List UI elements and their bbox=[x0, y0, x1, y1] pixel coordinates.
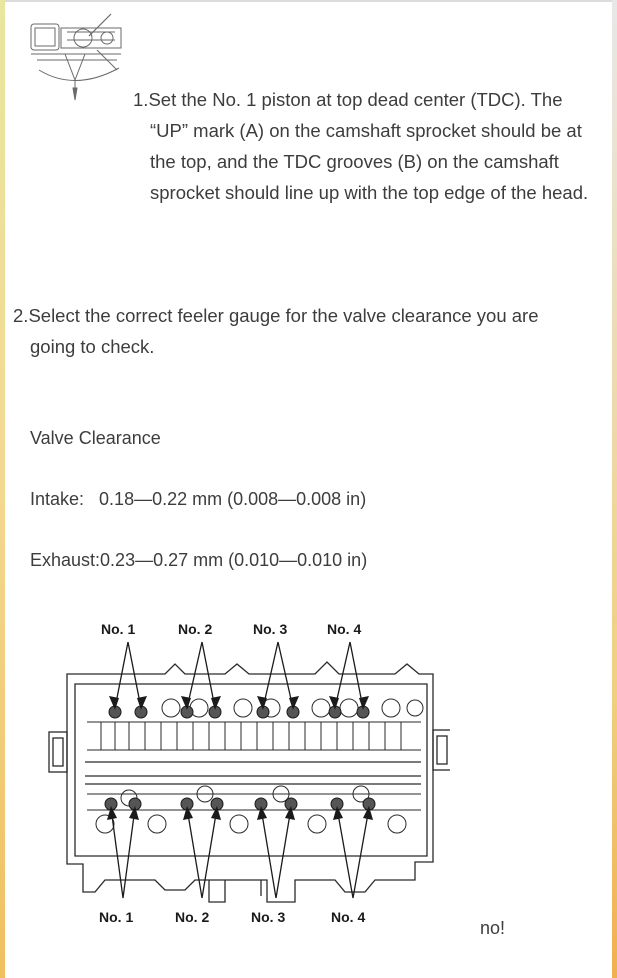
document-page bbox=[5, 2, 612, 978]
cylinder-head-valve-diagram bbox=[45, 612, 450, 937]
intake-pointer-arrows bbox=[115, 642, 363, 708]
step-1-text-first-line: Set the No. 1 piston at top dead center (TDC). The bbox=[148, 89, 563, 110]
intake-clearance bbox=[30, 489, 366, 510]
bottom-label-no1: No. 1 bbox=[99, 909, 134, 925]
intake-label: Intake: bbox=[30, 489, 100, 509]
bottom-label-no3: No. 3 bbox=[251, 909, 286, 925]
step-1-instruction bbox=[133, 84, 603, 208]
handwritten-comment: no! bbox=[480, 918, 506, 938]
step-1-text-continued: “UP” mark (A) on the camshaft sprocket should be at the top, and the TDC grooves (B) on the camshaft sprocket should line up with the top edge of the head. bbox=[150, 120, 589, 203]
camshaft-sprocket-thumbnail bbox=[27, 10, 137, 110]
step-2-instruction bbox=[13, 300, 603, 362]
top-label-no2: No. 2 bbox=[178, 621, 213, 637]
exhaust-value: 0.23—0.27 mm (0.010—0.010 in) bbox=[100, 550, 368, 570]
exhaust-clearance bbox=[30, 550, 367, 571]
top-label-no3: No. 3 bbox=[253, 621, 288, 637]
bottom-label-no2: No. 2 bbox=[175, 909, 210, 925]
cylinder-head-outline bbox=[49, 662, 450, 902]
step-2-text-first-line: Select the correct feeler gauge for the valve clearance you are bbox=[28, 305, 539, 326]
top-label-no4: No. 4 bbox=[327, 621, 362, 637]
valve-clearance-title: Valve Clearance bbox=[30, 428, 161, 448]
bottom-label-no4: No. 4 bbox=[331, 909, 366, 925]
top-label-no1: No. 1 bbox=[101, 621, 136, 637]
step-2-number: 2. bbox=[13, 305, 29, 326]
step-1-number: 1. bbox=[133, 89, 149, 110]
exhaust-label: Exhaust: bbox=[30, 550, 101, 570]
exhaust-pointer-arrows bbox=[111, 808, 369, 898]
step-2-text-continued: going to check. bbox=[30, 336, 155, 357]
intake-value: 0.18—0.22 mm (0.008—0.008 in) bbox=[99, 489, 367, 509]
right-edge-strip bbox=[612, 0, 617, 978]
